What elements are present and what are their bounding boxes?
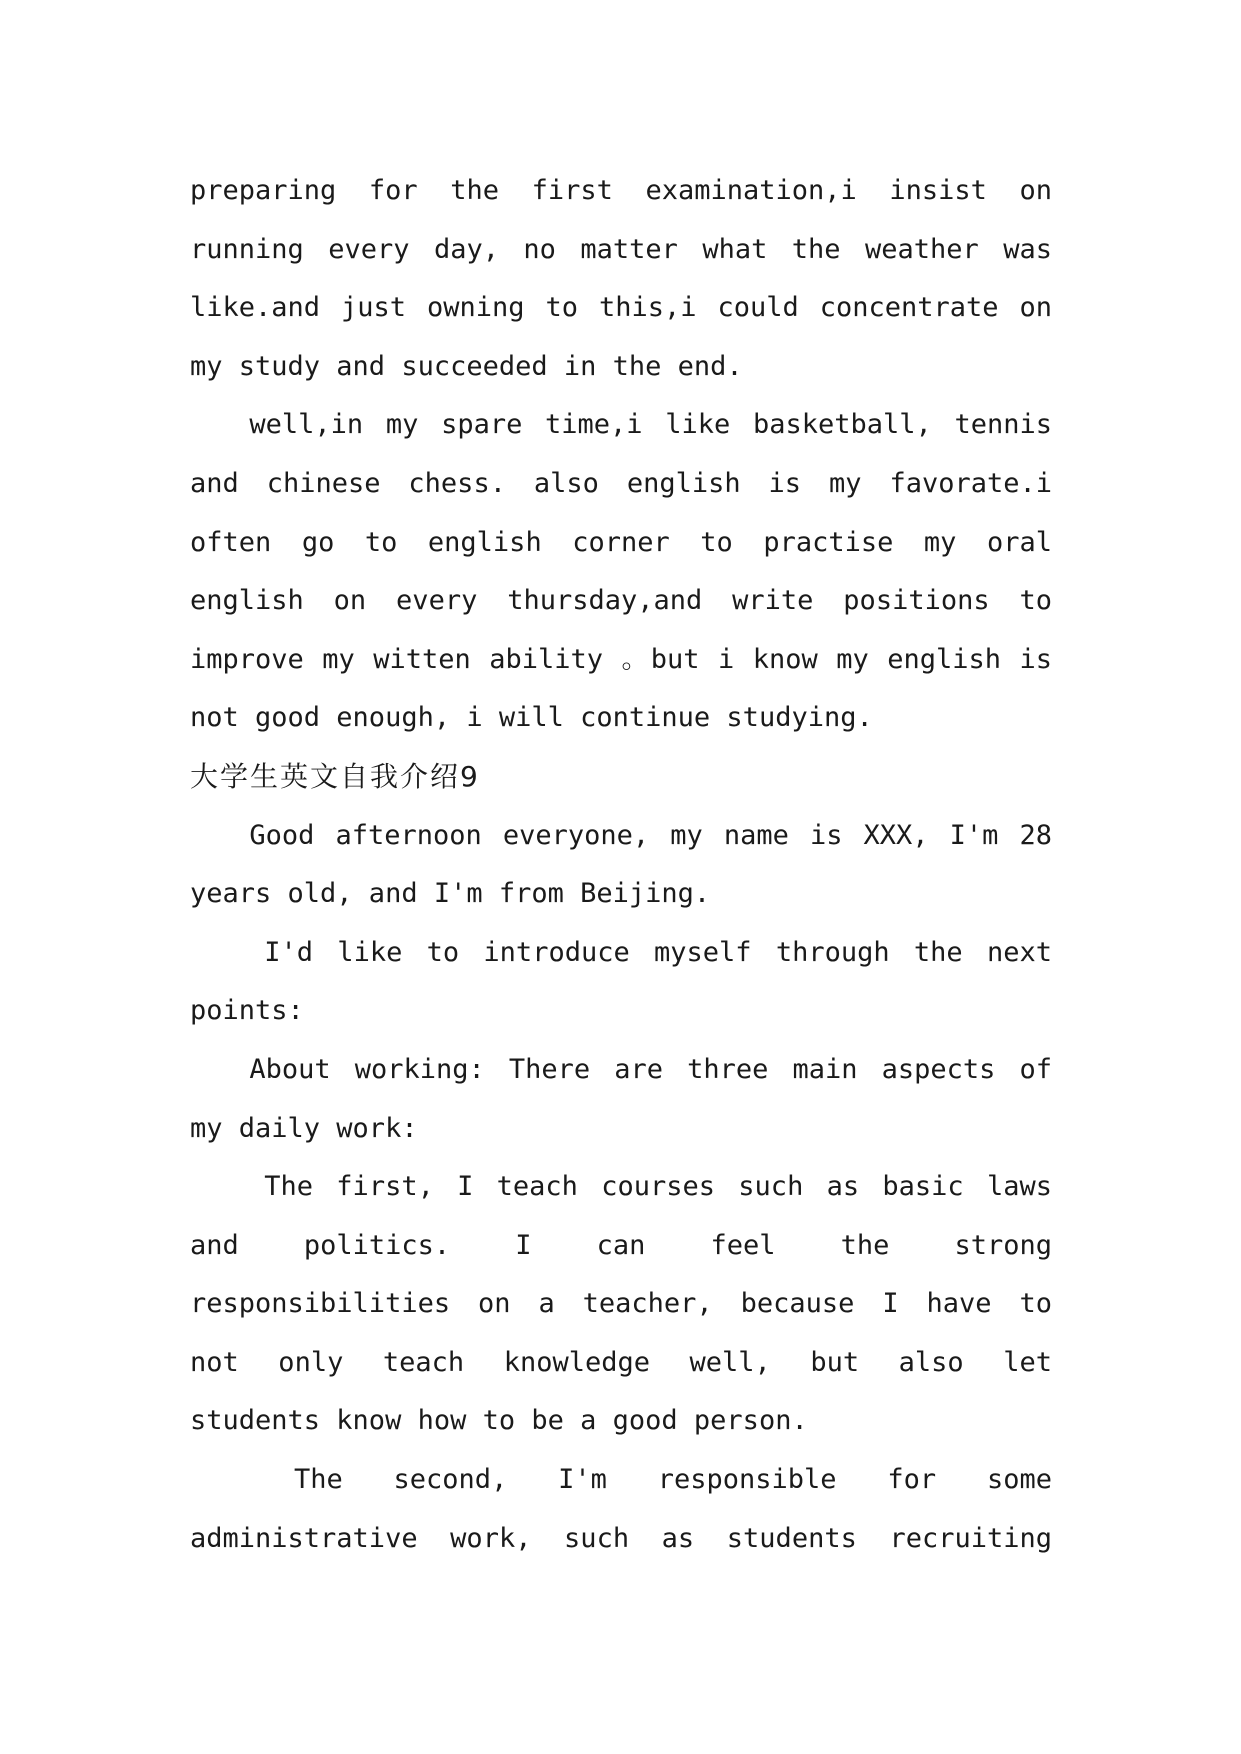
text-line: often go to english corner to practise my oral xyxy=(190,526,1052,558)
text-line: my daily work: xyxy=(190,1112,418,1144)
text-line: About working: There are three main aspects of xyxy=(249,1053,1052,1085)
text-line: administrative work, such as students recruiting xyxy=(190,1522,1052,1554)
text-line: years old, and I'm from Beijing. xyxy=(190,878,711,910)
text-line: I'd like to introduce myself through the next xyxy=(264,936,1052,968)
text-line: running every day, no matter what the weather was xyxy=(190,233,1052,265)
section-heading: 大学生英文自我介绍9 xyxy=(190,759,480,793)
text-line: and chinese chess. also english is my favorate.i xyxy=(190,467,1052,499)
text-line: english on every thursday,and write positions to xyxy=(190,585,1052,617)
text-line: The second, I'm responsible for some xyxy=(293,1464,1052,1496)
text-line: The first, I teach courses such as basic laws xyxy=(264,1171,1052,1203)
text-line: and politics. I can feel the strong xyxy=(190,1229,1052,1261)
text-line: preparing for the first examination,i insist on xyxy=(190,175,1052,206)
text-line: students know how to be a good person. xyxy=(190,1405,808,1437)
text-line: well,in my spare time,i like basketball, tennis xyxy=(249,409,1052,441)
document-body xyxy=(190,162,1052,1568)
text-line: points: xyxy=(190,995,304,1027)
text-line: not only teach knowledge well, but also let xyxy=(190,1346,1052,1378)
text-line: Good afternoon everyone, my name is XXX, I'm 28 xyxy=(249,819,1052,851)
text-line: responsibilities on a teacher, because I have to xyxy=(190,1288,1052,1320)
text-line: not good enough, i will continue studying. xyxy=(190,702,873,734)
text-line: my study and succeeded in the end. xyxy=(190,350,743,382)
text-line: like.and just owning to this,i could concentrate on xyxy=(190,292,1052,324)
text-line: improve my witten ability 。but i know my english is xyxy=(190,643,1052,675)
